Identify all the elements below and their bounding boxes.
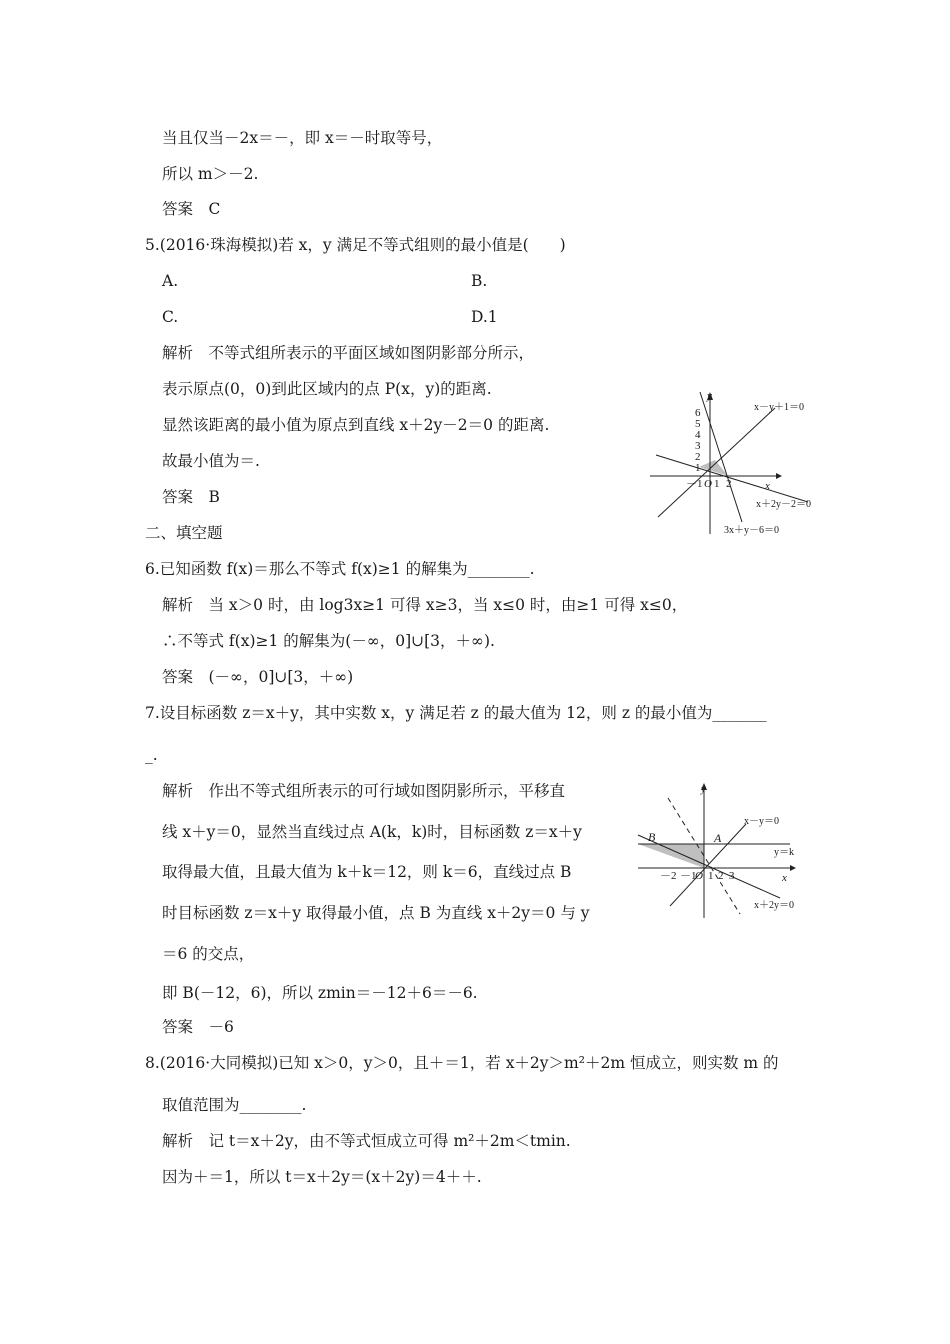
origin-label: O [704,478,712,490]
y-tick: 6 [695,407,701,419]
answer-line: 答案 C [162,200,221,218]
question-6: 6.已知函数 f(x)＝那么不等式 f(x)≥1 的解集为________. [145,560,535,578]
y-tick: 2 [695,451,701,463]
answer-line: 答案 (－∞，0]∪[3，＋∞) [162,668,354,686]
line-label: x－y＝0 [744,816,779,827]
question-7: 7.设目标函数 z＝x＋y，其中实数 x，y 满足若 z 的最大值为 12，则 z 的最小值为_______ [145,704,767,722]
x-tick: 1 [708,870,714,882]
solution-line: 解析 不等式组所表示的平面区域如图阴影部分所示， [162,344,535,362]
origin-label: O [695,870,703,882]
line-label: y＝k [774,847,794,858]
solution-line: ＝6 的交点， [162,945,255,963]
question-8-cont: 取值范围为________. [162,1096,307,1114]
x-tick: 3 [729,870,735,882]
x-tick: 2 [718,870,724,882]
point-a-label: A [714,831,722,845]
feasible-region-figure-1 [648,386,818,538]
shaded-region [699,460,728,476]
solution-line: 即 B(－12，6)，所以 zmin＝－12＋6＝－6. [162,984,478,1002]
x-axis-arrow [790,865,796,871]
solution-line: ∴不等式 f(x)≥1 的解集为(－∞，0]∪[3，＋∞). [162,632,495,650]
y-axis-label: y [701,783,706,795]
shaded-region [638,844,704,868]
option-a: A. [162,272,179,290]
section-heading: 二、填空题 [145,524,223,542]
solution-line: 解析 作出不等式组所表示的可行域如图阴影所示，平移直 [162,782,566,800]
line-label: x＋2y－2＝0 [756,499,811,510]
option-b: B. [471,272,488,290]
question-5: 5.(2016·珠海模拟)若 x，y 满足不等式组则的最小值是( ) [145,236,566,254]
answer-line: 答案 －6 [162,1018,234,1036]
question-8: 8.(2016·大同模拟)已知 x＞0，y＞0，且＋＝1，若 x＋2y＞m²＋2m 恒成立，则实数 m 的 [145,1054,779,1072]
answer-line: 答案 B [162,488,220,506]
solution-line: 时目标函数 z＝x＋y 取得最小值，点 B 为直线 x＋2y＝0 与 y [162,904,590,922]
option-c: C. [162,308,179,326]
solution-line: 显然该距离的最小值为原点到直线 x＋2y－2＝0 的距离. [162,416,550,434]
y-tick: 5 [695,418,701,430]
line-3x-y-6 [700,392,742,522]
y-axis-label: y [707,390,712,402]
x-tick: －2 [660,870,677,882]
x-tick: 1 [714,478,720,490]
line-x-y [670,824,746,906]
solution-line: 线 x＋y＝0，显然当直线过点 A(k，k)时，目标函数 z＝x＋y [162,823,582,841]
solution-line: 解析 当 x＞0 时，由 log3x≥1 可得 x≥3，当 x≤0 时，由≥1 可得 x≤0， [162,596,688,614]
x-axis-arrow [776,473,782,479]
option-d: D.1 [471,308,498,326]
line-label: x＋2y＝0 [754,900,794,911]
point-b-label: B [648,830,656,844]
line-label: x－y＋1＝0 [754,402,804,413]
question-7-cont: _. [145,746,158,764]
x-axis-label: x [782,872,787,884]
solution-line: 故最小值为＝. [162,452,260,470]
solution-line: 取得最大值，且最大值为 k＋k＝12，则 k＝6，直线过点 B [162,863,572,881]
line-label: 3x＋y－6＝0 [724,525,779,536]
line-x-2y-2 [656,455,808,502]
y-tick: 3 [695,440,701,452]
solution-line: 解析 记 t＝x＋2y，由不等式恒成立可得 m²＋2m＜tmin. [162,1132,571,1150]
x-tick: －1 [680,870,697,882]
y-tick: 1 [695,462,701,474]
text-line: 所以 m＞－2. [162,165,259,183]
text-line: 当且仅当－2x＝－，即 x＝－时取等号， [162,129,443,147]
solution-line: 表示原点(0，0)到此区域内的点 P(x，y)的距离. [162,380,492,398]
y-tick: 4 [695,429,701,441]
x-tick: 2 [726,478,732,490]
solution-line: 因为＋＝1，所以 t＝x＋2y＝(x＋2y)＝4＋＋. [162,1168,482,1186]
x-axis-label: x [765,480,770,492]
feasible-region-figure-2 [630,780,800,920]
x-tick: －1 [686,478,703,490]
